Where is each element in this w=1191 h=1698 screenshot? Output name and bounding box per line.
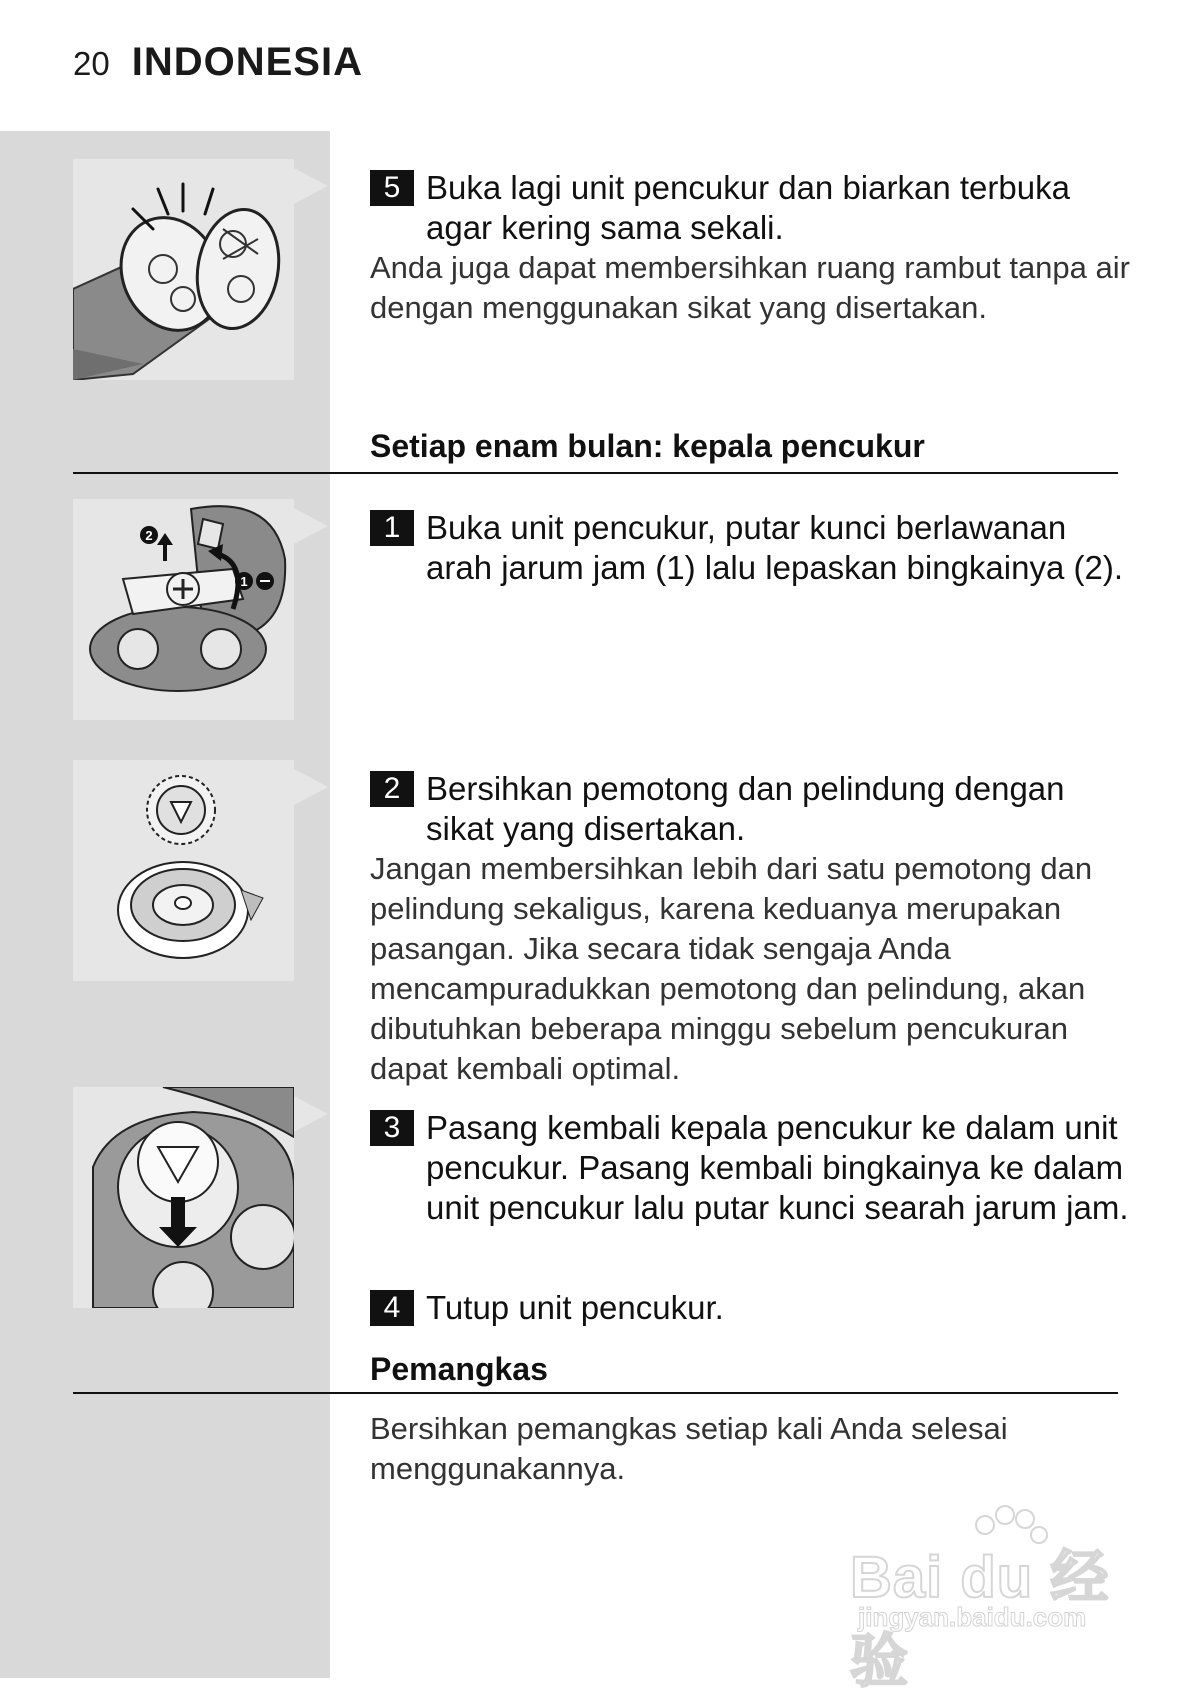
step-number-badge: 3 xyxy=(370,1110,414,1146)
marker-2-label: 2 xyxy=(145,528,153,543)
trimmer-text: Bersihkan pemangkas setiap kali Anda selesai menggunakannya. xyxy=(370,1411,1008,1486)
step-item xyxy=(370,508,1130,588)
section-heading: Setiap enam bulan: kepala pencukur xyxy=(370,428,925,464)
illustration-pointer xyxy=(294,1096,328,1132)
step-text: Pasang kembali kepala pencukur ke dalam unit pencukur. Pasang kembali bingkainya ke dalam unit pencukur lalu putar kunci searah jarum jam. xyxy=(426,1109,1129,1226)
marker-1-label: 1 xyxy=(240,574,248,589)
step-5-block xyxy=(370,168,1130,328)
step-number-badge: 2 xyxy=(370,771,414,807)
step-item xyxy=(370,1108,1130,1228)
trimmer-block xyxy=(370,1409,1010,1489)
trimmer-heading: Pemangkas xyxy=(370,1351,548,1387)
language-title: INDONESIA xyxy=(131,40,363,84)
illustration-cutter-and-guard xyxy=(73,760,294,981)
step-number-badge: 5 xyxy=(370,170,414,206)
watermark-brand: Bai du 经验 xyxy=(850,1545,1110,1694)
step-text: Buka lagi unit pencukur dan biarkan terbuka agar kering sama sekali. xyxy=(426,169,1070,246)
step-note: Jangan membersihkan lebih dari satu pemotong dan pelindung sekaligus, karena keduanya merupakan pasangan. Jika secara tidak sengaja Anda mencampuradukkan pemotong dan pelindung, akan dibutuhkan beberapa minggu sebelum pencukuran dapat kembali optimal. xyxy=(370,851,1093,1086)
step-1-block xyxy=(370,508,1130,588)
section-divider xyxy=(73,1392,1118,1394)
illustration-reinsert-head xyxy=(73,1087,294,1308)
step-item xyxy=(370,1288,1130,1328)
illustration-pointer xyxy=(294,508,328,544)
step-item xyxy=(370,769,1130,849)
step-2-block xyxy=(370,769,1130,1089)
step-item xyxy=(370,168,1130,248)
step-note: Anda juga dapat membersihkan ruang rambut tanpa air dengan menggunakan sikat yang disertakan. xyxy=(370,250,1130,325)
page-header xyxy=(73,40,363,85)
baidu-watermark xyxy=(850,1510,1130,1694)
step-4-block xyxy=(370,1288,1130,1328)
step-text: Tutup unit pencukur. xyxy=(426,1289,724,1326)
step-text: Bersihkan pemotong dan pelindung dengan sikat yang disertakan. xyxy=(426,770,1065,847)
step-3-block xyxy=(370,1108,1130,1228)
watermark-url: jingyan.baidu.com xyxy=(858,1602,1087,1632)
step-number-badge: 4 xyxy=(370,1290,414,1326)
illustration-remove-frame xyxy=(73,499,294,720)
section-divider xyxy=(73,472,1118,474)
illustration-pointer xyxy=(294,769,328,805)
step-text: Buka unit pencukur, putar kunci berlawanan arah jarum jam (1) lalu lepaskan bingkainya (2). xyxy=(426,509,1123,586)
page-number: 20 xyxy=(73,45,110,82)
illustration-pointer xyxy=(294,168,328,204)
step-number-badge: 1 xyxy=(370,510,414,546)
illustration-open-shaver-drying xyxy=(73,159,294,380)
